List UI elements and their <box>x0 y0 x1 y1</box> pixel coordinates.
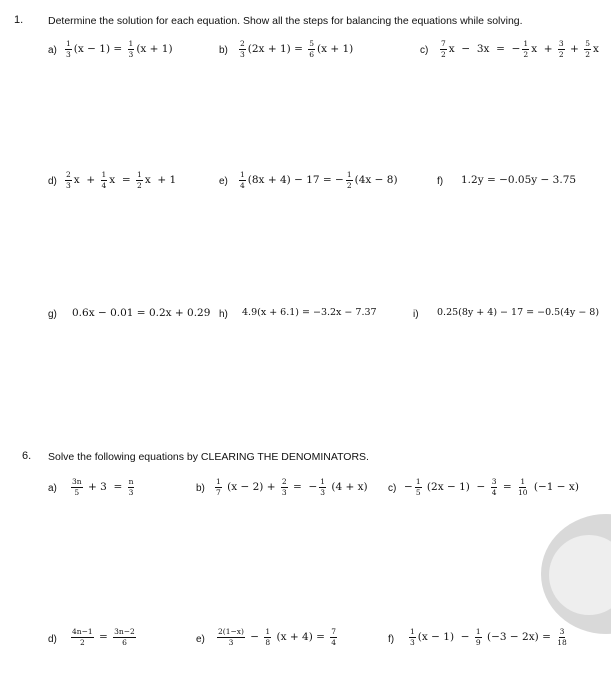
fraction-denominator: 8 <box>265 637 271 647</box>
equation-text: (−1 − x) <box>530 481 579 493</box>
q1-part-b-equation <box>238 40 353 58</box>
fraction-numerator: 2 <box>66 170 71 179</box>
fraction-denominator: 4 <box>240 180 245 190</box>
q1-part-i-equation <box>437 307 599 318</box>
question-1-instruction: Determine the solution for each equation. Show all the steps for balancing the equations while solving. <box>48 15 523 27</box>
equation-text: x + <box>73 174 99 186</box>
equation-text: 0.6x − 0.01 = 0.2x + 0.29 <box>72 307 211 319</box>
q1-part-g-equation <box>72 307 210 319</box>
fraction <box>217 628 245 646</box>
fraction <box>71 478 83 496</box>
fraction-denominator: 2 <box>441 49 446 59</box>
fraction-numerator: 1 <box>415 477 421 486</box>
q1-part-g-label: g) <box>48 309 57 320</box>
fraction <box>517 478 529 496</box>
fraction-denominator: 3 <box>66 180 71 190</box>
fraction-denominator: 6 <box>122 637 127 647</box>
fraction-denominator: 3 <box>410 637 415 647</box>
fraction-numerator: 1 <box>128 39 134 48</box>
equation-text: (4x − 8) <box>354 174 398 186</box>
q6-part-a-equation <box>70 478 135 496</box>
fraction-denominator: 2 <box>137 180 142 190</box>
fraction <box>264 628 271 646</box>
fraction-numerator: 1 <box>520 477 526 486</box>
equation-text: (4 + x) <box>328 481 368 493</box>
fraction-numerator: 1 <box>523 39 529 48</box>
fraction <box>128 40 135 58</box>
fraction-numerator: 7 <box>331 627 337 636</box>
fraction <box>65 40 72 58</box>
equation-text: (−3 − 2x) = <box>483 631 555 643</box>
fraction-denominator: 2 <box>558 49 564 59</box>
fraction <box>136 171 143 189</box>
fraction <box>584 40 591 58</box>
fraction-numerator: n <box>128 477 134 486</box>
q1-part-b-label: b) <box>219 45 228 56</box>
fraction <box>319 478 326 496</box>
fraction-denominator: 3 <box>320 487 326 497</box>
equation-text: − <box>246 631 263 643</box>
fraction-numerator: 1 <box>475 627 481 636</box>
fraction <box>65 171 72 189</box>
fraction-numerator: 1 <box>216 477 221 486</box>
q6-part-b-label: b) <box>196 483 205 494</box>
fraction-denominator: 2 <box>79 637 85 647</box>
equation-text: (x − 1) − <box>417 631 473 643</box>
fraction-denominator: 3 <box>66 49 71 59</box>
fraction-numerator: 1 <box>101 170 107 179</box>
fraction <box>440 40 447 58</box>
fraction-numerator: 1 <box>346 170 352 179</box>
fraction-numerator: 1 <box>240 170 245 179</box>
q6-part-a-label: a) <box>48 483 57 494</box>
fraction-numerator: 1 <box>320 477 326 486</box>
fraction-denominator: 3 <box>281 487 287 497</box>
q1-part-h-equation <box>242 307 377 318</box>
fraction-denominator: 4 <box>101 180 107 190</box>
equation-text: 1.2y = −0.05y − 3.75 <box>461 174 577 186</box>
fraction-denominator: 2 <box>585 49 590 59</box>
fraction <box>330 628 337 646</box>
fraction-denominator: 2 <box>523 49 529 59</box>
fraction-numerator: 3 <box>559 627 565 636</box>
fraction-numerator: 3 <box>491 477 497 486</box>
fraction <box>101 171 108 189</box>
fraction-numerator: 5 <box>585 39 590 48</box>
equation-text: = − <box>289 481 318 493</box>
fraction <box>522 40 529 58</box>
q1-part-f-equation <box>461 174 576 186</box>
fraction-numerator: 3n <box>72 477 82 486</box>
equation-text: (x + 1) <box>316 43 354 55</box>
equation-text: (8x + 4) − 17 = − <box>247 174 344 186</box>
equation-text: = <box>499 481 515 493</box>
q1-part-i-label: i) <box>413 309 419 320</box>
q1-part-e-equation <box>238 171 398 189</box>
fraction-denominator: 4 <box>491 487 497 497</box>
equation-text: (2x − 1) − <box>423 481 489 493</box>
fraction-numerator: 2(1−x) <box>218 627 244 636</box>
fraction-denominator: 3 <box>128 487 134 497</box>
fraction-denominator: 18 <box>557 637 567 647</box>
q1-part-a-equation <box>64 40 173 58</box>
fraction-numerator: 3n−2 <box>114 627 135 636</box>
q6-part-f-equation <box>408 628 569 646</box>
fraction-numerator: 3 <box>558 39 564 48</box>
q6-part-d-equation <box>70 628 137 646</box>
fraction-denominator: 4 <box>331 637 337 647</box>
fraction <box>215 478 222 496</box>
question-6-number: 6. <box>22 450 32 462</box>
equation-text: x = <box>109 174 135 186</box>
equation-text: x + 1 <box>144 174 177 186</box>
fraction-denominator: 2 <box>346 180 352 190</box>
fraction <box>558 40 565 58</box>
fraction <box>556 628 568 646</box>
fraction-numerator: 5 <box>309 39 314 48</box>
q6-part-e-label: e) <box>196 634 205 645</box>
fraction-denominator: 5 <box>415 487 421 497</box>
fraction-numerator: 1 <box>137 170 142 179</box>
q6-part-e-equation <box>216 628 338 646</box>
equation-text: x − 3x = − <box>448 43 521 55</box>
equation-text: (x − 2) + <box>223 481 279 493</box>
q6-part-f-label: f) <box>388 634 395 645</box>
q1-part-c-equation <box>439 40 599 58</box>
equation-text: 4.9(x + 6.1) = −3.2x − 7.37 <box>242 307 377 318</box>
equation-text: 0.25(8y + 4) − 17 = −0.5(4y − 8) <box>437 307 600 318</box>
fraction <box>128 478 135 496</box>
equation-text: (x + 4) = <box>273 631 329 643</box>
q1-part-a-label: a) <box>48 45 57 56</box>
equation-text: x + <box>531 43 556 55</box>
question-6-instruction: Solve the following equations by CLEARING THE DENOMINATORS. <box>48 451 369 463</box>
equation-text: (x + 1) <box>136 43 173 55</box>
fraction <box>239 171 246 189</box>
q1-part-d-equation <box>64 171 176 189</box>
fraction-numerator: 2 <box>240 39 245 48</box>
fraction <box>308 40 315 58</box>
fraction-denominator: 10 <box>517 487 528 497</box>
fraction <box>415 478 422 496</box>
q6-part-b-equation <box>214 478 368 496</box>
fraction <box>71 628 94 646</box>
fraction-denominator: 9 <box>475 637 481 647</box>
question-1-number: 1. <box>14 14 24 26</box>
equation-text: = <box>95 631 112 643</box>
fraction-denominator: 7 <box>216 487 221 497</box>
fraction-denominator: 3 <box>228 637 234 647</box>
fraction <box>475 628 482 646</box>
equation-text: (2x + 1) = <box>247 43 307 55</box>
equation-text: + 3 = <box>84 481 126 493</box>
fraction-numerator: 4n−1 <box>72 627 93 636</box>
fraction <box>409 628 416 646</box>
fraction-denominator: 3 <box>128 49 134 59</box>
fraction-numerator: 1 <box>410 627 415 636</box>
fraction-numerator: 1 <box>66 39 71 48</box>
fraction-numerator: 7 <box>441 39 446 48</box>
fraction-numerator: 1 <box>265 627 271 636</box>
equation-text: x <box>592 43 599 55</box>
q1-part-h-label: h) <box>219 309 228 320</box>
equation-text: − <box>404 481 413 493</box>
q1-part-f-label: f) <box>437 176 444 187</box>
q6-part-d-label: d) <box>48 634 57 645</box>
fraction <box>281 478 288 496</box>
equation-text: + <box>566 43 583 55</box>
q6-part-c-label: c) <box>388 483 397 494</box>
fraction-denominator: 3 <box>240 49 245 59</box>
fraction <box>491 478 498 496</box>
fraction <box>346 171 353 189</box>
q1-part-c-label: c) <box>420 45 429 56</box>
fraction-numerator: 2 <box>281 477 287 486</box>
q1-part-d-label: d) <box>48 176 57 187</box>
fraction <box>239 40 246 58</box>
fraction-denominator: 5 <box>74 487 80 497</box>
q6-part-c-equation <box>404 478 579 496</box>
equation-text: (x − 1) = <box>73 43 126 55</box>
fraction <box>113 628 136 646</box>
q1-part-e-label: e) <box>219 176 228 187</box>
fraction-denominator: 6 <box>309 49 314 59</box>
